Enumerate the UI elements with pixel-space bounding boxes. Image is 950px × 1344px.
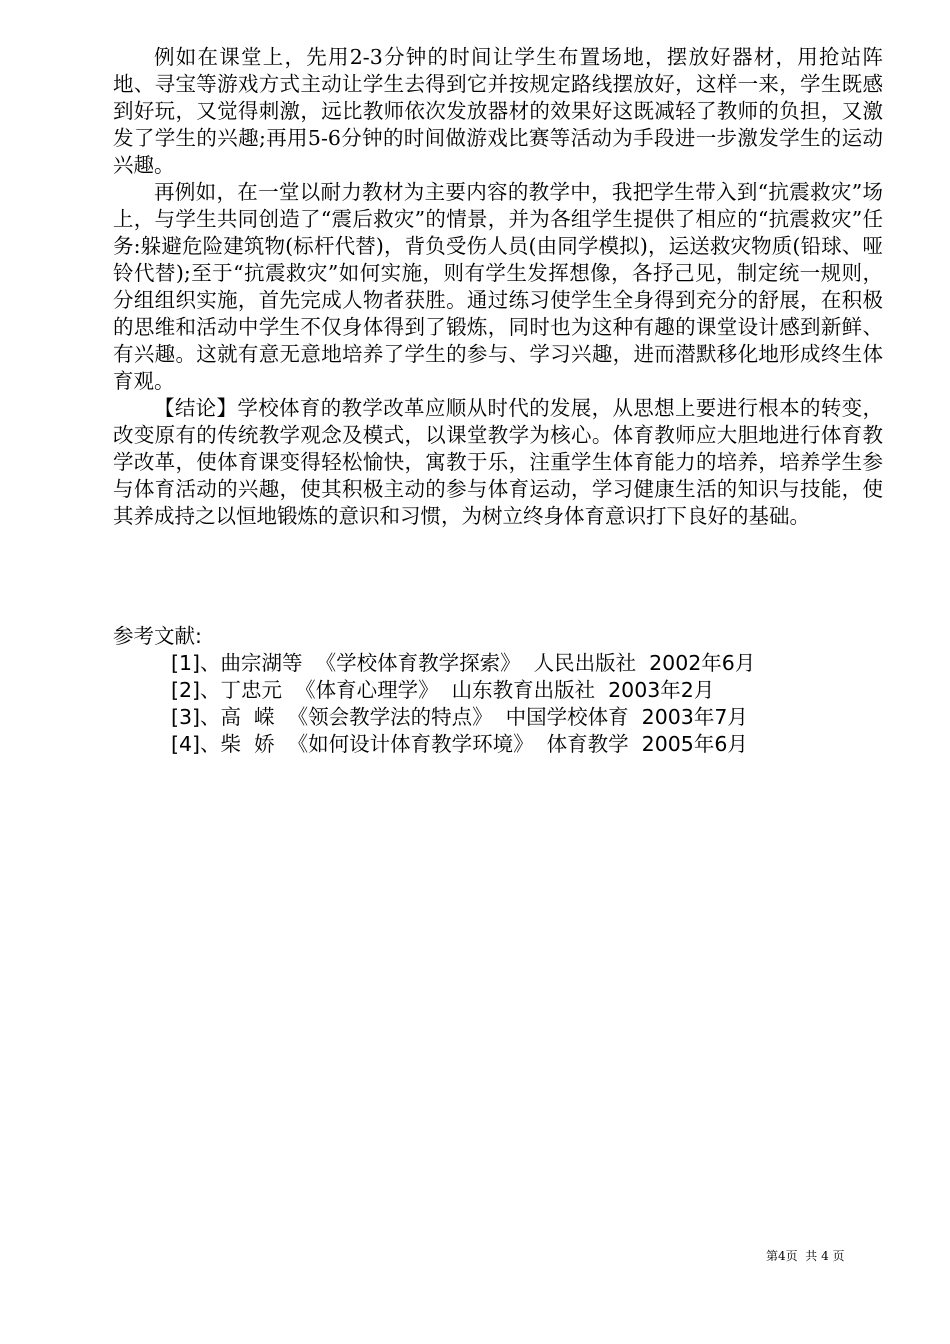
references-list: [113, 650, 913, 758]
paragraph-example-1: 例如在课堂上，先用2-3分钟的时间让学生布置场地，摆放好器材，用抢站阵地、寻宝等游戏方式主动让学生去得到它并按规定路线摆放好，这样一来，学生既感到好玩，又觉得刺激，远比教师依次发放器材的效果好这既减轻了教师的负担，又激发了学生的兴趣;再用5-6分钟的时间做游戏比赛等活动为手段进一步激发学生的运动兴趣。: [113, 45, 883, 177]
reference-item: [3]、高 嵘 《领会教学法的特点》 中国学校体育 2003年7月: [171, 705, 748, 729]
reference-item: [1]、曲宗湖等 《学校体育教学探索》 人民出版社 2002年6月: [171, 651, 756, 675]
references-heading: 参考文献:: [113, 624, 202, 648]
paragraph-example-2: 再例如，在一堂以耐力教材为主要内容的教学中，我把学生带入到“抗震救灾”场上，与学生共同创造了“震后救灾”的情景，并为各组学生提供了相应的“抗震救灾”任务:躲避危险建筑物(标杆代替)，背负受伤人员(由同学模拟)，运送救灾物质(铅球、哑铃代替);至于“抗震救灾”如何实施，则有学生发挥想像，各抒己见，制定统一规则，分组组织实施，首先完成人物者获胜。通过练习使学生全身得到充分的舒展，在积极的思维和活动中学生不仅身体得到了锻炼，同时也为这种有趣的课堂设计感到新鲜、有兴趣。这就有意无意地培养了学生的参与、学习兴趣，进而潜默移化地形成终生体育观。: [113, 180, 883, 393]
paragraph-conclusion: 【结论】学校体育的教学改革应顺从时代的发展，从思想上要进行根本的转变，改变原有的传统教学观念及模式，以课堂教学为核心。体育教师应大胆地进行体育教学改革，使体育课变得轻松愉快，寓教于乐，注重学生体育能力的培养，培养学生参与体育活动的兴趣，使其积极主动的参与体育运动，学习健康生活的知识与技能，使其养成持之以恒地锻炼的意识和习惯，为树立终身体育意识打下良好的基础。: [113, 396, 883, 528]
reference-item: [2]、丁忠元 《体育心理学》 山东教育出版社 2003年2月: [171, 678, 715, 702]
page-number-footer: 第4页 共 4 页: [766, 1249, 845, 1263]
references-section: [113, 623, 913, 758]
reference-item: [4]、柴 娇 《如何设计体育教学环境》 体育教学 2005年6月: [171, 732, 748, 756]
body-text: [113, 44, 883, 530]
